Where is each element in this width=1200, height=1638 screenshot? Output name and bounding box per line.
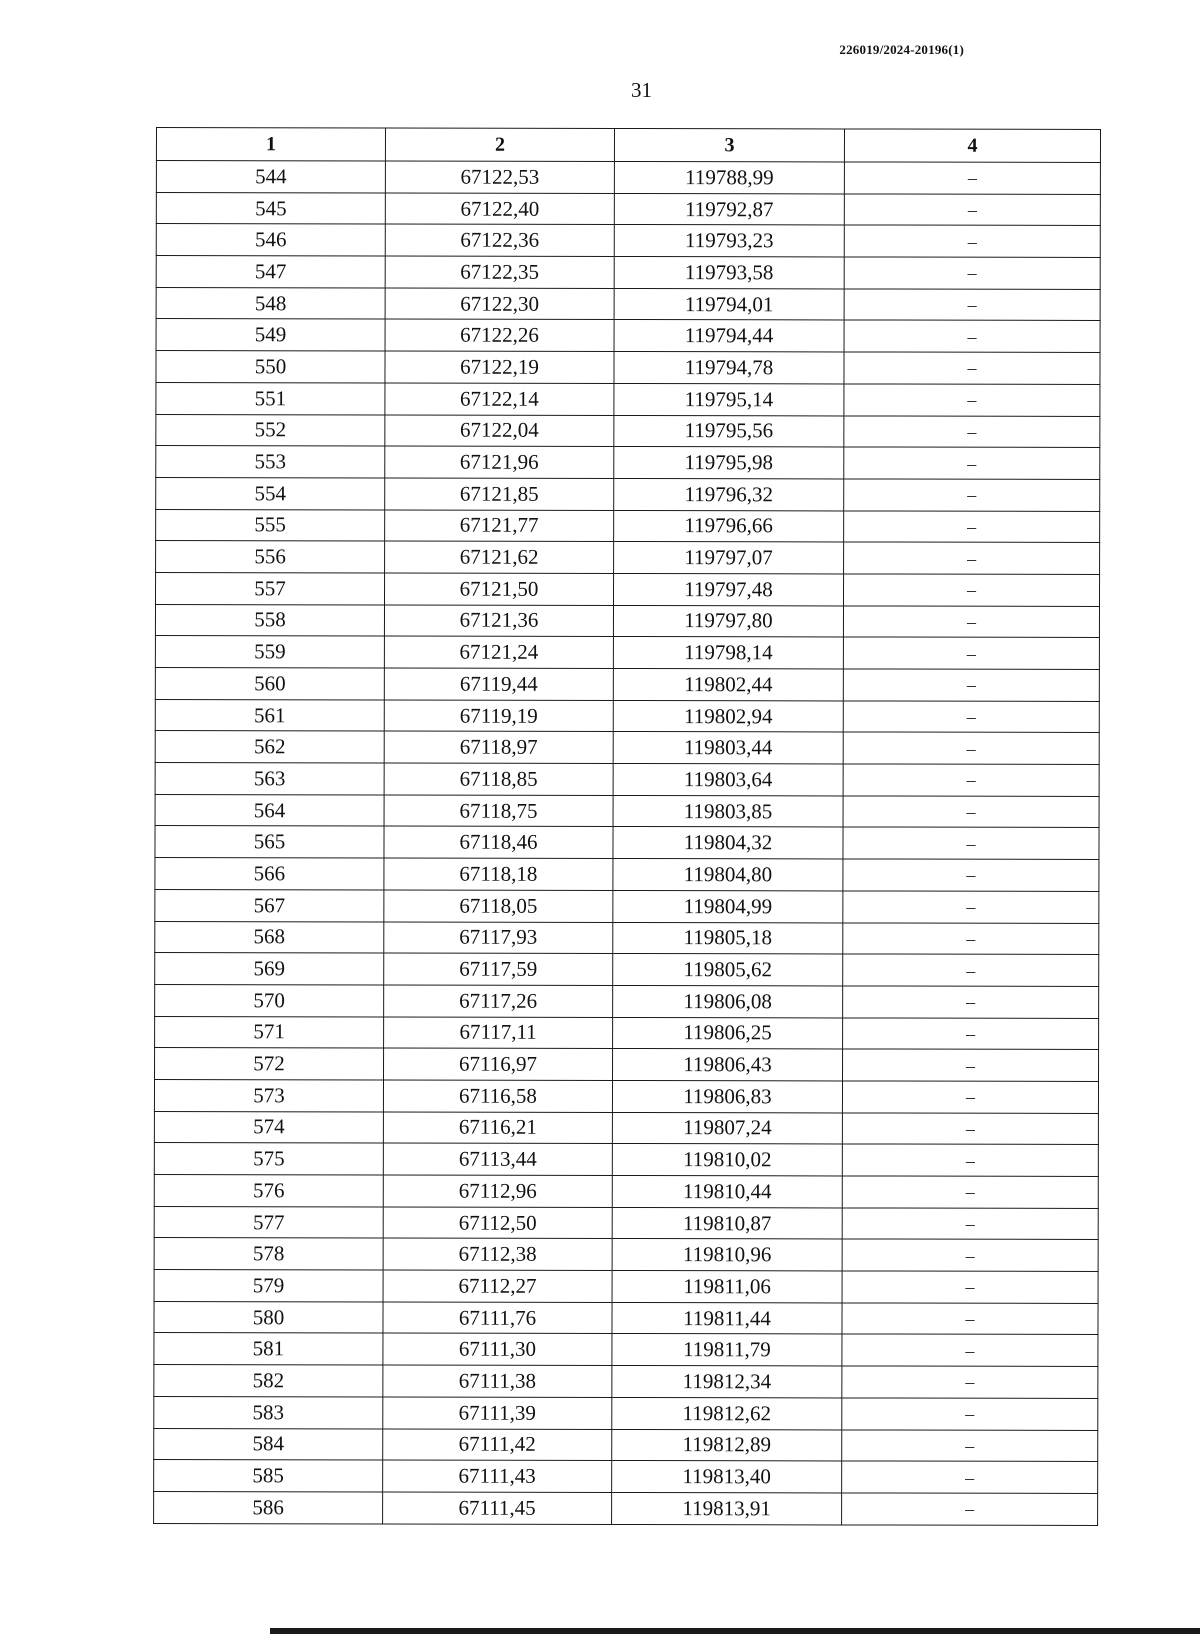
- coordinate-x-cell: 67122,53: [385, 161, 614, 193]
- point-number-cell: 560: [155, 667, 384, 699]
- column-header-3: 3: [614, 128, 844, 161]
- table-row: [155, 636, 1099, 670]
- note-cell: –: [844, 225, 1100, 257]
- table-row: [156, 287, 1100, 321]
- point-number-cell: 584: [154, 1428, 383, 1460]
- coordinates-table-container: [153, 127, 1100, 1526]
- coordinate-y-cell: 119804,32: [613, 827, 843, 859]
- table-row: [155, 826, 1099, 860]
- point-number-cell: 585: [154, 1460, 383, 1492]
- page-number: 31: [631, 78, 652, 102]
- note-cell: –: [844, 162, 1100, 194]
- point-number-cell: 566: [155, 858, 384, 890]
- coordinate-x-cell: 67118,18: [384, 858, 613, 890]
- coordinate-y-cell: 119797,80: [613, 605, 843, 637]
- coordinate-x-cell: 67116,21: [383, 1112, 612, 1144]
- point-number-cell: 552: [156, 414, 385, 446]
- coordinate-x-cell: 67112,38: [383, 1238, 612, 1270]
- point-number-cell: 579: [154, 1270, 383, 1302]
- note-cell: –: [843, 701, 1099, 733]
- point-number-cell: 586: [154, 1491, 383, 1523]
- table-row: [155, 984, 1099, 1018]
- table-row: [156, 161, 1100, 195]
- coordinate-y-cell: 119795,98: [614, 447, 844, 479]
- table-row: [155, 953, 1099, 987]
- coordinate-x-cell: 67111,43: [383, 1460, 612, 1492]
- table-row: [154, 1079, 1098, 1113]
- point-number-cell: 568: [155, 921, 384, 953]
- note-cell: –: [843, 764, 1099, 796]
- note-cell: –: [844, 194, 1100, 226]
- note-cell: –: [842, 1303, 1098, 1335]
- coordinate-y-cell: 119805,62: [613, 954, 843, 986]
- note-cell: –: [843, 1049, 1099, 1081]
- point-number-cell: 582: [154, 1365, 383, 1397]
- coordinate-x-cell: 67118,97: [384, 731, 613, 763]
- coordinate-y-cell: 119793,58: [614, 257, 844, 289]
- note-cell: –: [842, 1113, 1098, 1145]
- table-row: [154, 1491, 1098, 1525]
- note-cell: –: [843, 922, 1099, 954]
- coordinate-y-cell: 119795,56: [614, 415, 844, 447]
- note-cell: –: [844, 511, 1100, 543]
- point-number-cell: 549: [156, 319, 385, 351]
- point-number-cell: 564: [155, 794, 384, 826]
- table-row: [155, 731, 1099, 765]
- table-row: [154, 1238, 1098, 1272]
- note-cell: –: [842, 1144, 1098, 1176]
- coordinate-x-cell: 67118,05: [384, 890, 613, 922]
- note-cell: –: [844, 320, 1100, 352]
- point-number-cell: 571: [155, 1016, 384, 1048]
- coordinate-y-cell: 119806,83: [612, 1080, 842, 1112]
- coordinate-y-cell: 119812,34: [612, 1366, 842, 1398]
- coordinate-y-cell: 119796,66: [614, 510, 844, 542]
- coordinate-x-cell: 67121,96: [385, 446, 614, 478]
- point-number-cell: 573: [154, 1079, 383, 1111]
- point-number-cell: 558: [155, 604, 384, 636]
- table-row: [156, 572, 1100, 606]
- note-cell: –: [844, 415, 1100, 447]
- table-row: [155, 667, 1099, 701]
- point-number-cell: 581: [154, 1333, 383, 1365]
- note-cell: –: [843, 606, 1099, 638]
- coordinate-y-cell: 119806,43: [613, 1049, 843, 1081]
- coordinate-y-cell: 119793,23: [614, 225, 844, 257]
- coordinate-x-cell: 67113,44: [383, 1143, 612, 1175]
- table-row: [155, 858, 1099, 892]
- coordinate-y-cell: 119811,44: [612, 1302, 842, 1334]
- coordinate-x-cell: 67111,38: [383, 1365, 612, 1397]
- coordinate-x-cell: 67121,77: [385, 510, 614, 542]
- note-cell: –: [844, 352, 1100, 384]
- note-cell: –: [843, 986, 1099, 1018]
- point-number-cell: 563: [155, 763, 384, 795]
- point-number-cell: 550: [156, 351, 385, 383]
- note-cell: –: [844, 384, 1100, 416]
- note-cell: –: [842, 1461, 1098, 1493]
- table-row: [154, 1206, 1098, 1240]
- table-row: [155, 921, 1099, 955]
- note-cell: –: [844, 257, 1100, 289]
- coordinate-y-cell: 119802,94: [613, 700, 843, 732]
- point-number-cell: 570: [155, 984, 384, 1016]
- table-row: [155, 1016, 1099, 1050]
- coordinate-x-cell: 67122,19: [385, 351, 614, 383]
- point-number-cell: 569: [155, 953, 384, 985]
- table-header-row: [156, 128, 1100, 163]
- point-number-cell: 577: [154, 1206, 383, 1238]
- point-number-cell: 547: [156, 256, 385, 288]
- table-row: [154, 1396, 1098, 1430]
- bottom-scan-rule: [270, 1628, 1200, 1634]
- note-cell: –: [842, 1493, 1098, 1525]
- note-cell: –: [843, 574, 1099, 606]
- table-row: [156, 351, 1100, 385]
- table-row: [156, 541, 1100, 575]
- table-row: [154, 1111, 1098, 1145]
- note-cell: –: [843, 1018, 1099, 1050]
- column-header-4: 4: [844, 129, 1100, 163]
- coordinate-y-cell: 119805,18: [613, 922, 843, 954]
- coordinate-x-cell: 67116,58: [383, 1080, 612, 1112]
- note-cell: –: [843, 796, 1099, 828]
- table-row: [156, 509, 1100, 543]
- note-cell: –: [842, 1208, 1098, 1240]
- coordinate-y-cell: 119810,02: [612, 1144, 842, 1176]
- coordinate-y-cell: 119795,14: [614, 383, 844, 415]
- table-row: [154, 1333, 1098, 1367]
- coordinate-x-cell: 67117,26: [384, 985, 613, 1017]
- coordinate-x-cell: 67112,27: [383, 1270, 612, 1302]
- coordinate-y-cell: 119807,24: [612, 1112, 842, 1144]
- coordinate-y-cell: 119797,07: [614, 542, 844, 574]
- coordinate-x-cell: 67122,36: [385, 224, 614, 256]
- coordinate-x-cell: 67122,30: [385, 288, 614, 320]
- note-cell: –: [843, 954, 1099, 986]
- coordinate-y-cell: 119812,89: [612, 1429, 842, 1461]
- table-row: [156, 224, 1100, 258]
- table-row: [154, 1143, 1098, 1177]
- coordinate-y-cell: 119796,32: [614, 478, 844, 510]
- coordinate-y-cell: 119794,44: [614, 320, 844, 352]
- coordinate-x-cell: 67117,93: [384, 921, 613, 953]
- table-row: [156, 256, 1100, 290]
- table-row: [156, 192, 1100, 226]
- table-row: [154, 1301, 1098, 1335]
- point-number-cell: 575: [154, 1143, 383, 1175]
- coordinate-y-cell: 119811,06: [612, 1271, 842, 1303]
- note-cell: –: [842, 1239, 1098, 1271]
- coordinate-y-cell: 119797,48: [613, 573, 843, 605]
- coordinate-y-cell: 119798,14: [613, 637, 843, 669]
- table-row: [154, 1270, 1098, 1304]
- coordinate-x-cell: 67111,30: [383, 1333, 612, 1365]
- table-row: [156, 319, 1100, 353]
- point-number-cell: 554: [156, 477, 385, 509]
- point-number-cell: 555: [156, 509, 385, 541]
- point-number-cell: 557: [156, 572, 385, 604]
- table-row: [156, 477, 1100, 511]
- note-cell: –: [843, 669, 1099, 701]
- table-row: [154, 1365, 1098, 1399]
- note-cell: –: [843, 827, 1099, 859]
- note-cell: –: [842, 1081, 1098, 1113]
- note-cell: –: [842, 1271, 1098, 1303]
- coordinate-x-cell: 67121,50: [385, 573, 614, 605]
- coordinate-y-cell: 119810,44: [612, 1175, 842, 1207]
- coordinate-x-cell: 67111,42: [383, 1428, 612, 1460]
- coordinate-y-cell: 119812,62: [612, 1397, 842, 1429]
- table-row: [156, 382, 1100, 416]
- point-number-cell: 551: [156, 382, 385, 414]
- coordinate-x-cell: 67121,62: [385, 541, 614, 573]
- table-row: [155, 889, 1099, 923]
- note-cell: –: [844, 542, 1100, 574]
- coordinate-y-cell: 119792,87: [614, 193, 844, 225]
- note-cell: –: [843, 859, 1099, 891]
- note-cell: –: [842, 1429, 1098, 1461]
- coordinate-y-cell: 119804,99: [613, 890, 843, 922]
- coordinate-x-cell: 67118,75: [384, 795, 613, 827]
- note-cell: –: [843, 732, 1099, 764]
- coordinates-table: [153, 127, 1101, 1526]
- note-cell: –: [844, 447, 1100, 479]
- coordinate-x-cell: 67121,36: [384, 605, 613, 637]
- table-row: [155, 699, 1099, 733]
- coordinate-x-cell: 67118,85: [384, 763, 613, 795]
- note-cell: –: [842, 1334, 1098, 1366]
- column-header-2: 2: [385, 128, 614, 161]
- document-number: 226019/2024-20196(1): [839, 42, 964, 57]
- coordinate-x-cell: 67112,50: [383, 1207, 612, 1239]
- coordinate-y-cell: 119794,01: [614, 288, 844, 320]
- point-number-cell: 567: [155, 889, 384, 921]
- column-header-1: 1: [156, 128, 385, 161]
- point-number-cell: 583: [154, 1396, 383, 1428]
- coordinate-x-cell: 67117,11: [384, 1017, 613, 1049]
- note-cell: –: [843, 891, 1099, 923]
- coordinate-y-cell: 119810,87: [612, 1207, 842, 1239]
- point-number-cell: 545: [156, 192, 385, 224]
- point-number-cell: 548: [156, 287, 385, 319]
- coordinate-y-cell: 119794,78: [614, 352, 844, 384]
- note-cell: –: [842, 1366, 1098, 1398]
- point-number-cell: 556: [156, 541, 385, 573]
- coordinate-x-cell: 67122,40: [385, 193, 614, 225]
- coordinate-x-cell: 67112,96: [383, 1175, 612, 1207]
- coordinate-x-cell: 67122,14: [385, 383, 614, 415]
- note-cell: –: [844, 479, 1100, 511]
- table-row: [156, 446, 1100, 480]
- point-number-cell: 572: [155, 1048, 384, 1080]
- coordinate-x-cell: 67116,97: [384, 1048, 613, 1080]
- table-row: [155, 794, 1099, 828]
- table-row: [154, 1428, 1098, 1462]
- point-number-cell: 546: [156, 224, 385, 256]
- coordinate-x-cell: 67121,85: [385, 478, 614, 510]
- coordinate-y-cell: 119810,96: [612, 1239, 842, 1271]
- point-number-cell: 580: [154, 1301, 383, 1333]
- coordinate-x-cell: 67122,35: [385, 256, 614, 288]
- coordinate-y-cell: 119806,08: [613, 985, 843, 1017]
- coordinate-x-cell: 67122,26: [385, 319, 614, 351]
- coordinate-y-cell: 119803,64: [613, 764, 843, 796]
- note-cell: –: [843, 637, 1099, 669]
- point-number-cell: 565: [155, 826, 384, 858]
- coordinate-y-cell: 119813,91: [612, 1492, 842, 1524]
- note-cell: –: [844, 289, 1100, 321]
- coordinate-y-cell: 119806,25: [613, 1017, 843, 1049]
- table-body: [154, 161, 1101, 1526]
- coordinate-y-cell: 119811,79: [612, 1334, 842, 1366]
- coordinate-y-cell: 119804,80: [613, 859, 843, 891]
- coordinate-x-cell: 67122,04: [385, 414, 614, 446]
- coordinate-y-cell: 119803,85: [613, 795, 843, 827]
- point-number-cell: 544: [156, 161, 385, 193]
- coordinate-x-cell: 67111,39: [383, 1397, 612, 1429]
- point-number-cell: 559: [155, 636, 384, 668]
- coordinate-y-cell: 119803,44: [613, 732, 843, 764]
- point-number-cell: 576: [154, 1174, 383, 1206]
- note-cell: –: [842, 1398, 1098, 1430]
- coordinate-y-cell: 119788,99: [614, 161, 844, 193]
- table-row: [155, 763, 1099, 797]
- table-row: [155, 1048, 1099, 1082]
- point-number-cell: 561: [155, 699, 384, 731]
- table-row: [154, 1174, 1098, 1208]
- coordinate-y-cell: 119802,44: [613, 668, 843, 700]
- point-number-cell: 578: [154, 1238, 383, 1270]
- coordinate-x-cell: 67117,59: [384, 953, 613, 985]
- note-cell: –: [842, 1176, 1098, 1208]
- point-number-cell: 562: [155, 731, 384, 763]
- table-row: [155, 604, 1099, 638]
- coordinate-x-cell: 67111,45: [383, 1492, 612, 1524]
- point-number-cell: 574: [154, 1111, 383, 1143]
- coordinate-x-cell: 67119,44: [384, 668, 613, 700]
- coordinate-x-cell: 67111,76: [383, 1302, 612, 1334]
- coordinate-x-cell: 67121,24: [384, 636, 613, 668]
- coordinate-x-cell: 67118,46: [384, 826, 613, 858]
- table-row: [154, 1460, 1098, 1494]
- table-row: [156, 414, 1100, 448]
- point-number-cell: 553: [156, 446, 385, 478]
- coordinate-y-cell: 119813,40: [612, 1461, 842, 1493]
- coordinate-x-cell: 67119,19: [384, 700, 613, 732]
